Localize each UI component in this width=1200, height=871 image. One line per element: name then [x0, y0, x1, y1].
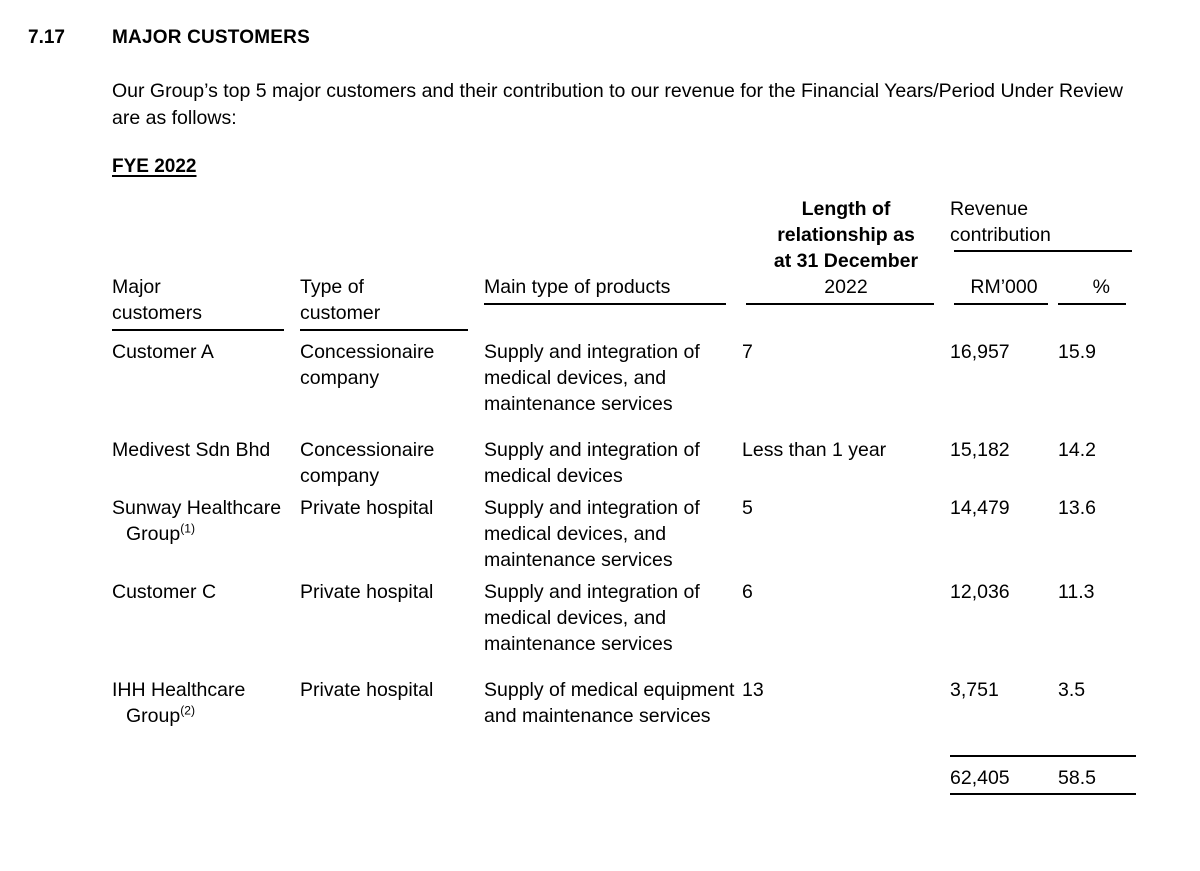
header-major-line2: customers: [112, 302, 202, 324]
major-customers-table-wrap: [112, 196, 1136, 798]
page-title: MAJOR CUSTOMERS: [112, 27, 310, 48]
total-rule-pct-bottom: [1058, 794, 1136, 798]
cell-length: 6: [742, 581, 753, 603]
total-spacer-row: [112, 729, 1136, 756]
cell-type-of-customer: Private hospital: [300, 581, 434, 603]
customer-name: [112, 579, 300, 605]
total-rule-rm-bottom: [950, 794, 1058, 798]
cell-products: Supply and integration of medical devices, and maintenance services: [484, 581, 700, 655]
customer-name-text: Customer C: [112, 581, 217, 603]
header-spacer-cell: [112, 331, 1136, 339]
cell-products: Supply and integration of medical devices, and maintenance services: [484, 497, 700, 571]
header-major-line1: Major: [112, 276, 161, 298]
total-spacer-pct: [1058, 729, 1136, 756]
section-number: 7.17: [28, 27, 65, 48]
header-length-lines-top: [742, 196, 950, 274]
total-bottom-rule-row: [112, 794, 1136, 798]
customer-name-text: Customer A: [112, 341, 214, 363]
cell-revenue-rm: 12,036: [950, 581, 1010, 603]
total-spacer-left: [112, 729, 950, 756]
header-rule-length: [746, 303, 934, 305]
section-heading: [28, 26, 1168, 50]
table-row: [112, 437, 1136, 489]
header-type-line2: customer: [300, 302, 381, 324]
cell-revenue-rm: 16,957: [950, 341, 1010, 363]
cell-length: 13: [742, 679, 764, 701]
header-rm-text: RM’000: [970, 276, 1038, 298]
cell-products: Supply and integration of medical devices: [484, 439, 700, 487]
table-row: [112, 579, 1136, 657]
customer-name: [112, 677, 300, 729]
intro-paragraph: Our Group’s top 5 major customers and their contribution to our revenue for the Financial Years/Period Under Review are as follows:: [112, 80, 1123, 129]
table-body: [112, 339, 1136, 798]
fye-label: FYE 2022: [112, 156, 197, 177]
cell-customer: [112, 339, 300, 417]
header-length-line3: at 31 December: [773, 250, 919, 272]
header-products-text: Main type of products: [484, 276, 671, 298]
cell-revenue-rm: 3,751: [950, 679, 999, 701]
row-gap-cell: [112, 657, 1136, 677]
header-type-line1: Type of: [300, 276, 364, 298]
cell-type-of-customer: Concessionaire company: [300, 439, 435, 487]
header-length-line4: 2022: [824, 276, 868, 298]
row-gap: [112, 417, 1136, 437]
revenue-group-rule: [954, 250, 1132, 252]
header-length-line1: Length of: [801, 198, 891, 220]
row-gap-cell: [112, 417, 1136, 437]
header-revenue-contribution: [950, 196, 1136, 274]
header-row-group: [112, 196, 1136, 274]
table-row: [112, 495, 1136, 573]
header-percent-text: %: [1092, 276, 1111, 298]
cell-revenue-pct: 14.2: [1058, 439, 1096, 461]
cell-revenue-pct: 3.5: [1058, 679, 1086, 701]
total-spacer-rm: [950, 729, 1058, 756]
cell-type-of-customer: Private hospital: [300, 679, 434, 701]
cell-type-of-customer: Concessionaire company: [300, 341, 435, 389]
cell-customer: [112, 437, 300, 489]
total-label-spacer: [112, 757, 950, 794]
cell-length: 7: [742, 341, 753, 363]
customer-name: [112, 495, 300, 547]
cell-revenue-pct: 15.9: [1058, 341, 1096, 363]
customer-footnote-ref: (2): [180, 703, 195, 718]
table-row: [112, 339, 1136, 417]
major-customers-table: [112, 196, 1136, 798]
header-revenue-line1: Revenue: [950, 198, 1029, 220]
column-header-length-of-relationship: [742, 274, 950, 331]
cell-length: Less than 1 year: [742, 439, 887, 461]
header-row-main: [112, 274, 1136, 331]
cell-products: Supply of medical equipment and maintenance services: [484, 679, 735, 727]
row-gap: [112, 657, 1136, 677]
column-header-main-type-of-products: [484, 274, 742, 331]
table-row: [112, 677, 1136, 729]
total-revenue-pct: 58.5: [1058, 757, 1136, 794]
header-spacer-customers: [112, 196, 300, 274]
column-header-major-customers: [112, 274, 300, 331]
total-revenue-rm: 62,405: [950, 757, 1058, 794]
column-header-rm: [950, 274, 1058, 331]
cell-customer: [112, 579, 300, 657]
customer-name: [112, 437, 300, 463]
cell-revenue-rm: 15,182: [950, 439, 1010, 461]
cell-customer: [112, 495, 300, 573]
customer-name: [112, 339, 300, 365]
column-header-type-of-customer: [300, 274, 484, 331]
cell-revenue-rm: 14,479: [950, 497, 1010, 519]
header-rule-percent: [1058, 303, 1126, 305]
cell-type-of-customer: Private hospital: [300, 497, 434, 519]
customer-name-text: Medivest Sdn Bhd: [112, 439, 271, 461]
header-spacer-type: [300, 196, 484, 274]
header-revenue-line2: contribution: [950, 224, 1051, 246]
cell-revenue-pct: 11.3: [1058, 581, 1095, 603]
total-row: [112, 757, 1136, 794]
customer-footnote-ref: (1): [180, 521, 195, 536]
column-header-percent: [1058, 274, 1136, 331]
header-spacer-products: [484, 196, 742, 274]
header-spacer-row: [112, 331, 1136, 339]
header-rule-rm: [954, 303, 1048, 305]
header-length-line2: relationship as: [777, 224, 915, 246]
customer-name-text: IHH Healthcare Group: [112, 679, 246, 727]
cell-customer: [112, 677, 300, 729]
cell-revenue-pct: 13.6: [1058, 497, 1096, 519]
cell-products: Supply and integration of medical devices, and maintenance services: [484, 341, 700, 415]
cell-length: 5: [742, 497, 753, 519]
total-bottom-spacer: [112, 794, 950, 798]
customer-name-text: Sunway Healthcare Group: [112, 497, 282, 545]
table-header: [112, 196, 1136, 339]
header-rule-main-type-of-products: [484, 303, 726, 305]
